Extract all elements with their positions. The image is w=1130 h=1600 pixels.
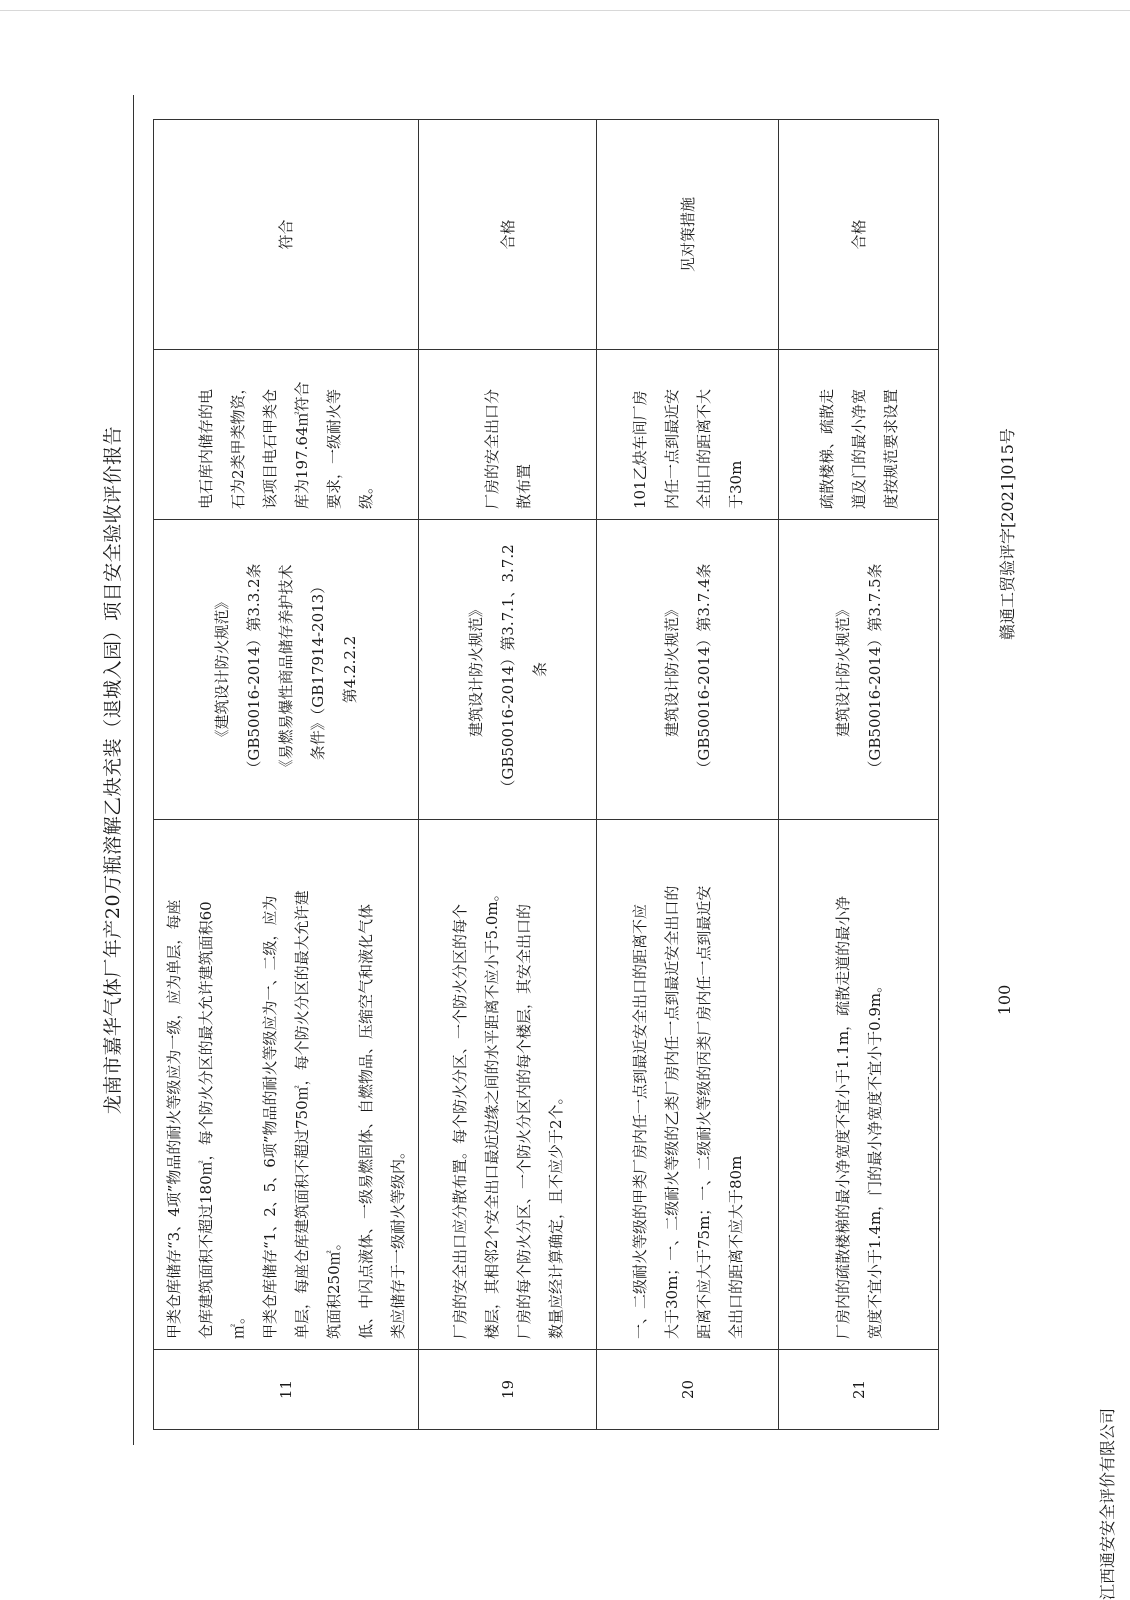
basis-cell-line: （GB50016-2014）第3.7.5条 <box>865 563 884 776</box>
status-cell-line: 于30m <box>726 460 745 509</box>
status-cell <box>419 350 597 520</box>
requirement-cell-line: 筑面积250㎡。 <box>325 1235 343 1339</box>
status-cell-line: 要求，一级耐火等 <box>325 388 343 509</box>
result-cell: 合格 <box>779 120 939 350</box>
basis-cell-line: （GB50016-2014）第3.3.2条 <box>245 563 263 776</box>
basis-cell-line: 第4.2.2.2 <box>341 635 359 704</box>
report-title: 龙南市嘉华气体厂年产20万瓶溶解乙炔充装（退城入园）项目安全验收评价报告 <box>102 425 124 1115</box>
requirement-cell-line: 一、二级耐火等级的甲类厂房内任一点到最近安全出口的距离不应 <box>630 903 649 1339</box>
page-number: 100 <box>995 984 1014 1016</box>
requirement-cell-line: 楼层，其相邻2个安全出口最近边缘之间的水平距离不应小于5.0m。 <box>482 886 501 1339</box>
status-cell-line: 度按规范要求设置 <box>881 388 900 509</box>
requirement-cell-line: 单层，每座仓库建筑面积不超过750㎡，每个防火分区的最大允许建 <box>293 890 311 1339</box>
basis-cell <box>779 520 939 820</box>
row-number: 19 <box>419 1350 597 1430</box>
status-cell-line: 疏散楼梯、疏散走 <box>817 388 836 509</box>
requirement-cell-line: 甲类仓库储存“1、2、5、6项”物品的耐火等级应为一、二级，应为 <box>261 895 279 1339</box>
basis-cell-line: （GB50016-2014）第3.7.1、3.7.2 <box>498 544 517 795</box>
requirement-cell <box>779 820 939 1350</box>
table-row <box>419 120 597 1430</box>
status-cell-line: 电石库内储存的电 <box>197 388 215 509</box>
basis-cell-line: 建筑设计防火规范》 <box>833 602 852 738</box>
requirement-cell-line: 厂房的安全出口应分散布置。每个防火分区、一个防火分区的每个 <box>450 903 469 1339</box>
basis-cell-line: 条件》（GB17914-2013） <box>309 578 327 761</box>
basis-cell-line: 《易燃易爆性商品储存养护技术 <box>277 564 295 775</box>
requirement-cell-line: 厂房的每个防火分区、一个防火分区内的每个楼层，其安全出口的 <box>514 903 533 1339</box>
status-cell <box>597 350 779 520</box>
basis-cell-line: 条 <box>530 662 549 678</box>
status-cell-line: 101乙炔车间厂房 <box>630 390 649 509</box>
status-cell-line: 散布置 <box>514 463 533 509</box>
requirement-cell-line: 距离不应大于75m；一、二级耐火等级的丙类厂房内任一点到最近安 <box>694 885 713 1339</box>
basis-cell <box>154 520 419 820</box>
row-number: 21 <box>779 1350 939 1430</box>
basis-cell-line: 《建筑设计防火规范》 <box>213 594 231 745</box>
basis-cell-line: 建筑设计防火规范》 <box>466 602 485 738</box>
table-row <box>154 120 419 1430</box>
requirement-cell-line: 类应储存于一级耐火等级内。 <box>389 1143 407 1339</box>
inspection-table <box>153 119 939 1430</box>
table-row <box>597 120 779 1430</box>
document-number: 赣通工贸验评字[2021]015号 <box>998 428 1017 640</box>
status-cell-line: 内任一点到最近安 <box>662 388 681 509</box>
result-cell: 符合 <box>154 120 419 350</box>
status-cell <box>779 350 939 520</box>
basis-cell-line: 建筑设计防火规范》 <box>662 602 681 738</box>
requirement-cell-line: ㎡。 <box>229 1308 247 1339</box>
requirement-cell <box>419 820 597 1350</box>
requirement-cell-line: 仓库建筑面积不超过180㎡，每个防火分区的最大允许建筑面积60 <box>197 901 215 1339</box>
requirement-cell-line: 数量应经计算确定，且不应少于2个。 <box>546 1089 565 1339</box>
basis-cell <box>597 520 779 820</box>
status-cell-line: 厂房的安全出口分 <box>482 388 501 509</box>
requirement-cell-line: 厂房内的疏散楼梯的最小净宽度不宜小于1.1m，疏散走道的最小净 <box>833 895 852 1339</box>
status-cell-line: 石为2类甲类物资， <box>229 379 247 509</box>
status-cell-line: 全出口的距离不大 <box>694 388 713 509</box>
status-cell <box>154 350 419 520</box>
result-cell: 见对策措施 <box>597 120 779 350</box>
basis-cell-line: （GB50016-2014）第3.7.4条 <box>694 563 713 776</box>
status-cell-line: 库为197.64㎡符合 <box>293 381 311 509</box>
table-row <box>779 120 939 1430</box>
requirement-cell-line: 全出口的距离不应大于80m <box>726 1155 745 1339</box>
basis-cell <box>419 520 597 820</box>
header-rule <box>133 95 134 1445</box>
status-cell-line: 道及门的最小净宽 <box>849 388 868 509</box>
requirement-cell-line: 甲类仓库储存“3、4项”物品的耐火等级应为一级，应为单层，每座 <box>165 899 183 1339</box>
company-name: 江西通安安全评价有限公司 <box>1098 1407 1117 1600</box>
status-cell-line: 级。 <box>357 478 375 509</box>
result-cell: 合格 <box>419 120 597 350</box>
requirement-cell-line: 大于30m；一、二级耐火等级的乙类厂房内任一点到最近安全出口的 <box>662 885 681 1339</box>
requirement-cell <box>154 820 419 1350</box>
row-number: 11 <box>154 1350 419 1430</box>
status-cell-line: 该项目电石甲类仓 <box>261 388 279 509</box>
requirement-cell-line: 宽度不宜小于1.4m，门的最小净宽度不宜小于0.9m。 <box>865 977 884 1339</box>
row-number: 20 <box>597 1350 779 1430</box>
requirement-cell-line: 低、中闪点液体、一级易燃固体、自燃物品、压缩空气和液化气体 <box>357 903 375 1339</box>
requirement-cell <box>597 820 779 1350</box>
